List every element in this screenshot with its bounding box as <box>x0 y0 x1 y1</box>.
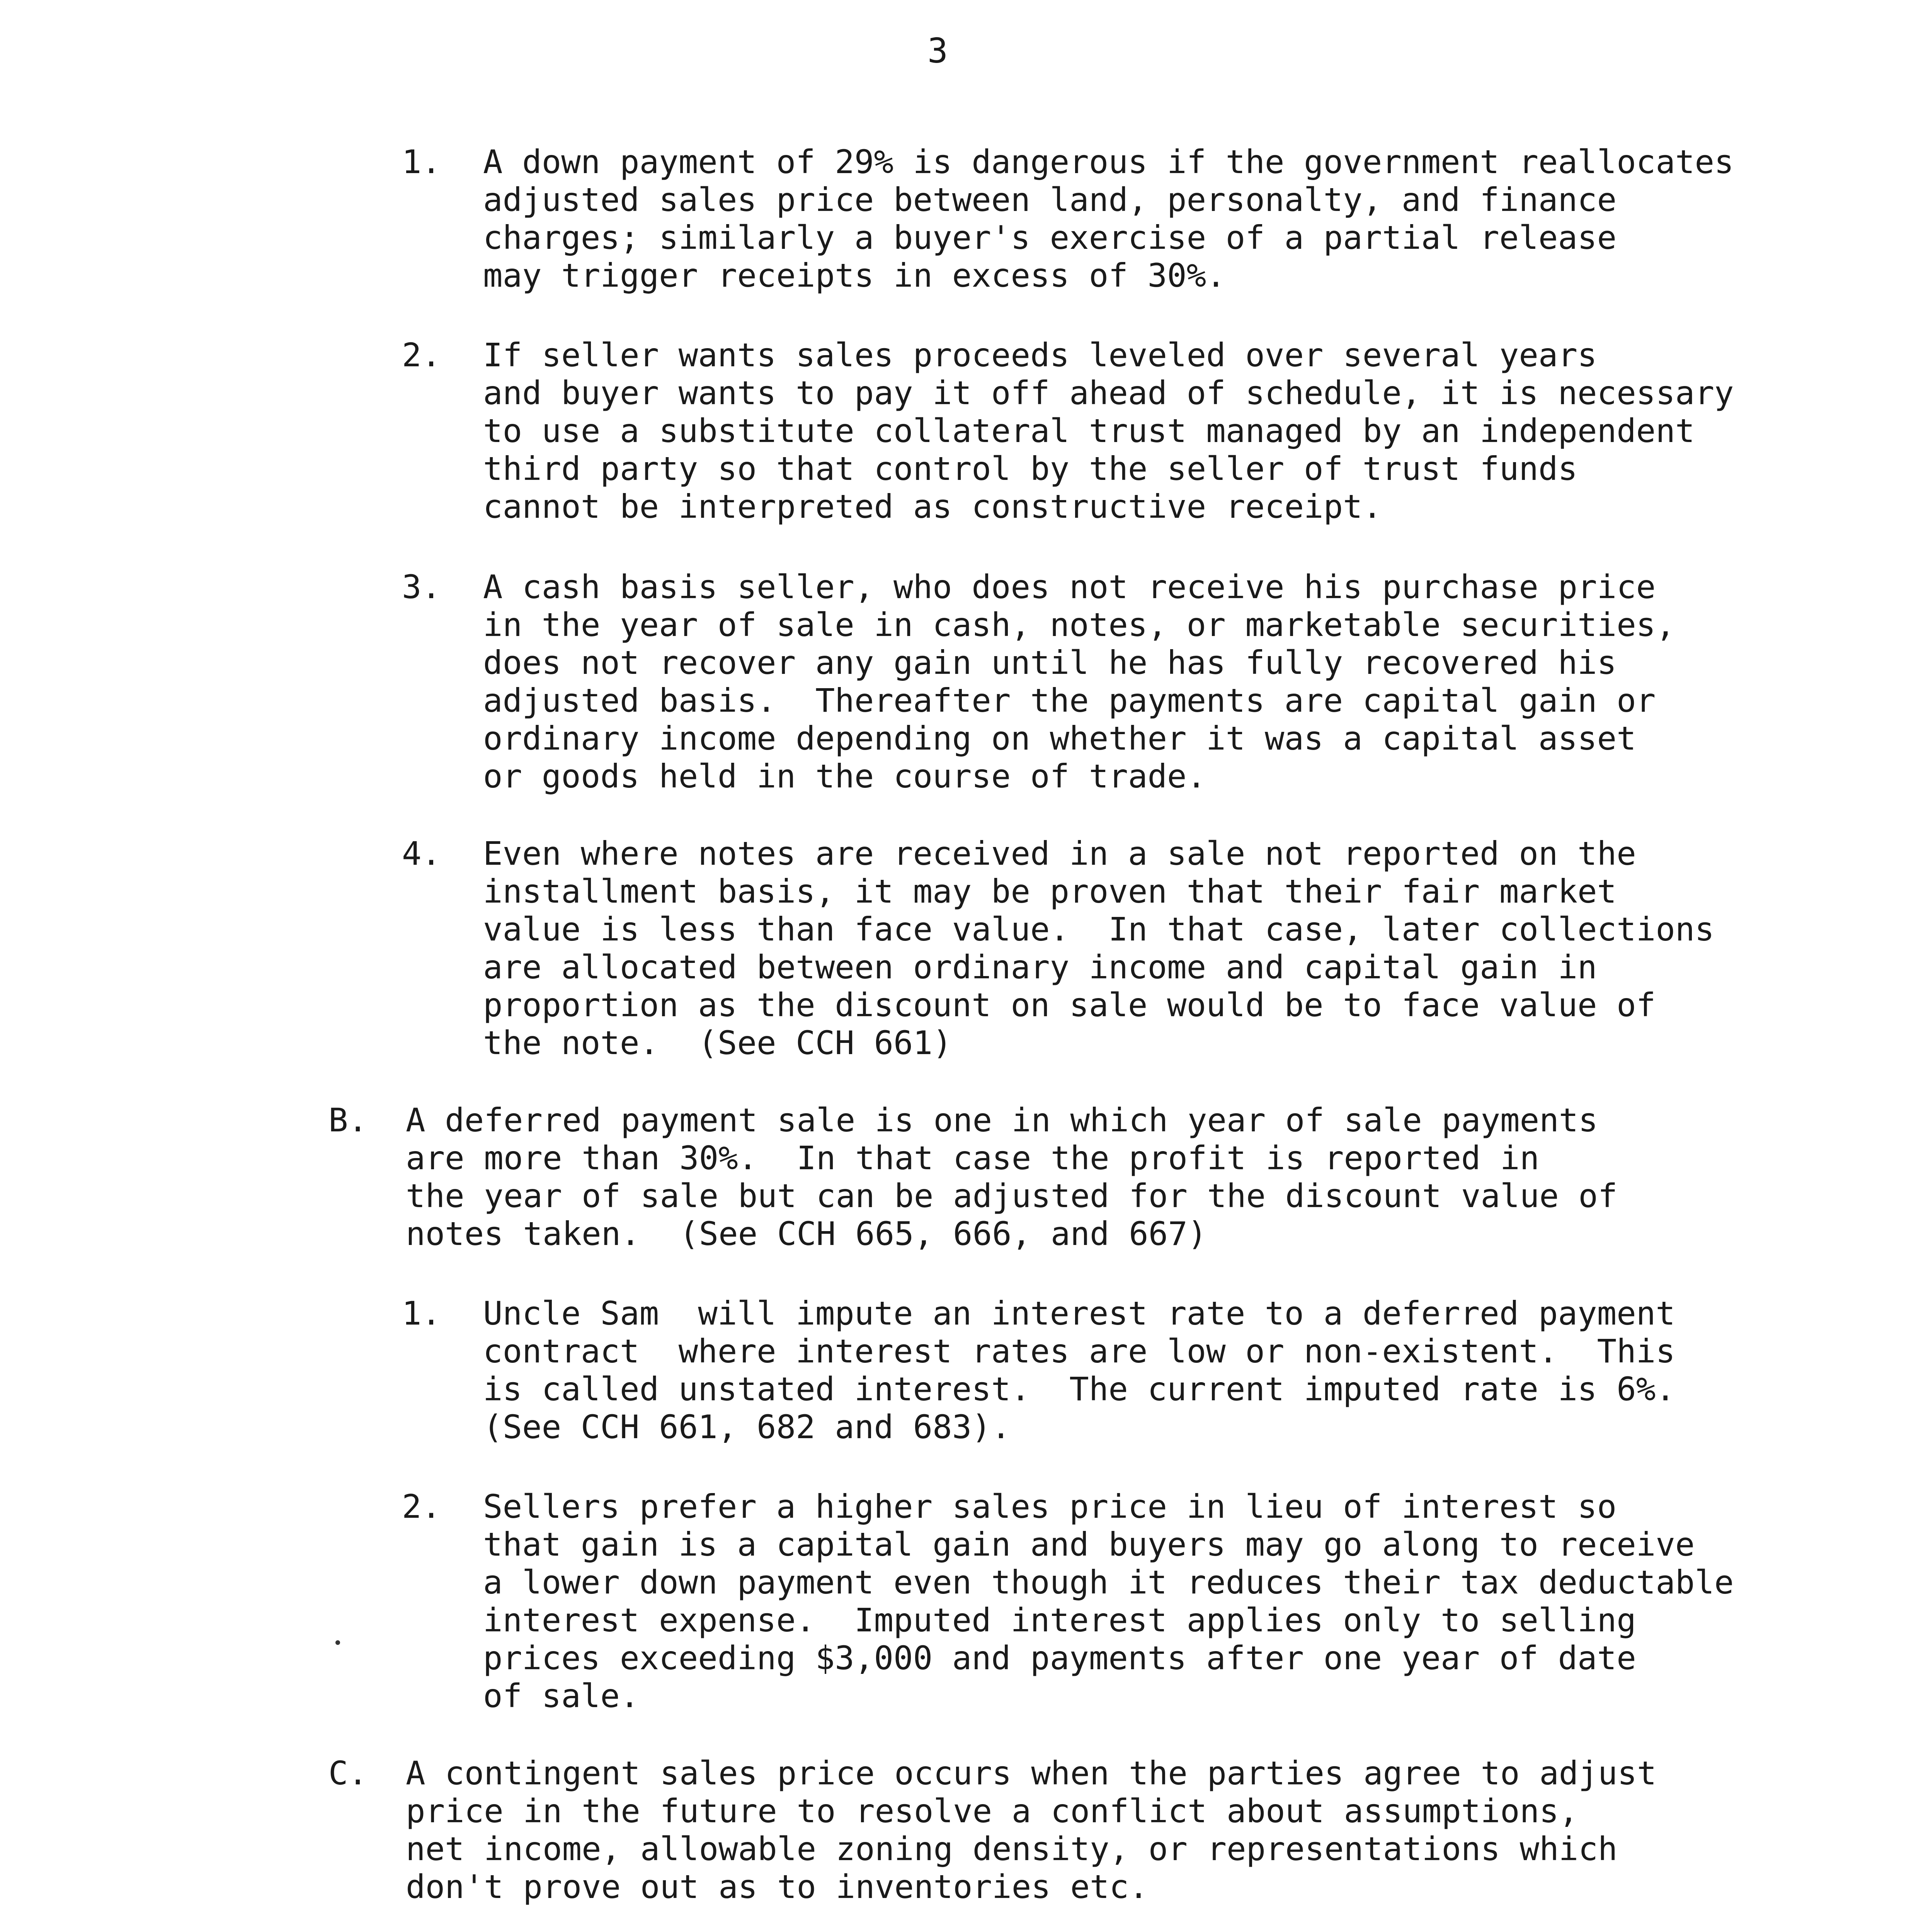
text-line: in the year of sale in cash, notes, or marketable securities, <box>483 606 1675 644</box>
text-line: If seller wants sales proceeds leveled over several years <box>483 336 1597 374</box>
text-line: a lower down payment even though it reduces their tax deductable <box>483 1563 1734 1601</box>
text-line: interest expense. Imputed interest applies only to selling <box>483 1601 1636 1639</box>
text-line: contract where interest rates are low or non-existent. This <box>483 1332 1675 1370</box>
text-line: to use a substitute collateral trust managed by an independent <box>483 412 1695 450</box>
text-line: Even where notes are received in a sale not reported on the <box>483 835 1636 872</box>
text-line: may trigger receipts in excess of 30%. <box>483 257 1226 294</box>
text-line: don't prove out as to inventories etc. <box>406 1868 1149 1906</box>
text-line: cannot be interpreted as constructive receipt. <box>483 488 1382 526</box>
text-line: A down payment of 29% is dangerous if the government reallocates <box>483 143 1734 181</box>
text-line: adjusted sales price between land, personalty, and finance <box>483 181 1617 219</box>
text-line: (See CCH 661, 682 and 683). <box>483 1408 1011 1446</box>
item-marker: 4. <box>402 835 441 872</box>
text-line: notes taken. (See CCH 665, 666, and 667) <box>406 1215 1207 1253</box>
text-line: value is less than face value. In that case, later collections <box>483 910 1715 948</box>
stray-mark <box>335 1640 340 1645</box>
item-marker: 2. <box>402 1488 441 1526</box>
item-marker: 2. <box>402 336 441 374</box>
text-line: of sale. <box>483 1677 640 1715</box>
text-line: A deferred payment sale is one in which year of sale payments <box>406 1101 1598 1139</box>
text-line: A contingent sales price occurs when the parties agree to adjust <box>406 1754 1657 1792</box>
section-marker: B. <box>328 1101 368 1139</box>
text-line: A cash basis seller, who does not receive his purchase price <box>483 568 1656 606</box>
text-line: is called unstated interest. The current imputed rate is 6%. <box>483 1370 1675 1408</box>
item-marker: 1. <box>402 1294 441 1332</box>
text-line: are more than 30%. In that case the profit is reported in <box>406 1139 1540 1177</box>
text-line: ordinary income depending on whether it was a capital asset <box>483 719 1636 757</box>
page-number: 3 <box>927 31 948 71</box>
item-marker: 3. <box>402 568 441 606</box>
text-line: and buyer wants to pay it off ahead of schedule, it is necessary <box>483 374 1734 412</box>
text-line: the note. (See CCH 661) <box>483 1024 952 1062</box>
text-line: proportion as the discount on sale would be to face value of <box>483 986 1656 1024</box>
text-line: does not recover any gain until he has fully recovered his <box>483 644 1617 682</box>
item-marker: 1. <box>402 143 441 181</box>
text-line: net income, allowable zoning density, or representations which <box>406 1830 1618 1868</box>
text-line: third party so that control by the seller of trust funds <box>483 450 1578 488</box>
text-line: that gain is a capital gain and buyers may go along to receive <box>483 1526 1695 1563</box>
text-line: prices exceeding $3,000 and payments after one year of date <box>483 1639 1636 1677</box>
text-line: charges; similarly a buyer's exercise of a partial release <box>483 219 1617 257</box>
text-line: or goods held in the course of trade. <box>483 757 1206 795</box>
text-line: installment basis, it may be proven that their fair market <box>483 872 1617 910</box>
text-line: adjusted basis. Thereafter the payments are capital gain or <box>483 682 1656 719</box>
text-line: are allocated between ordinary income and capital gain in <box>483 948 1597 986</box>
text-line: price in the future to resolve a conflict about assumptions, <box>406 1792 1579 1830</box>
text-line: Uncle Sam will impute an interest rate to a deferred payment <box>483 1294 1675 1332</box>
section-marker: C. <box>328 1754 368 1792</box>
text-line: the year of sale but can be adjusted for the discount value of <box>406 1177 1618 1215</box>
text-line: Sellers prefer a higher sales price in lieu of interest so <box>483 1488 1617 1526</box>
